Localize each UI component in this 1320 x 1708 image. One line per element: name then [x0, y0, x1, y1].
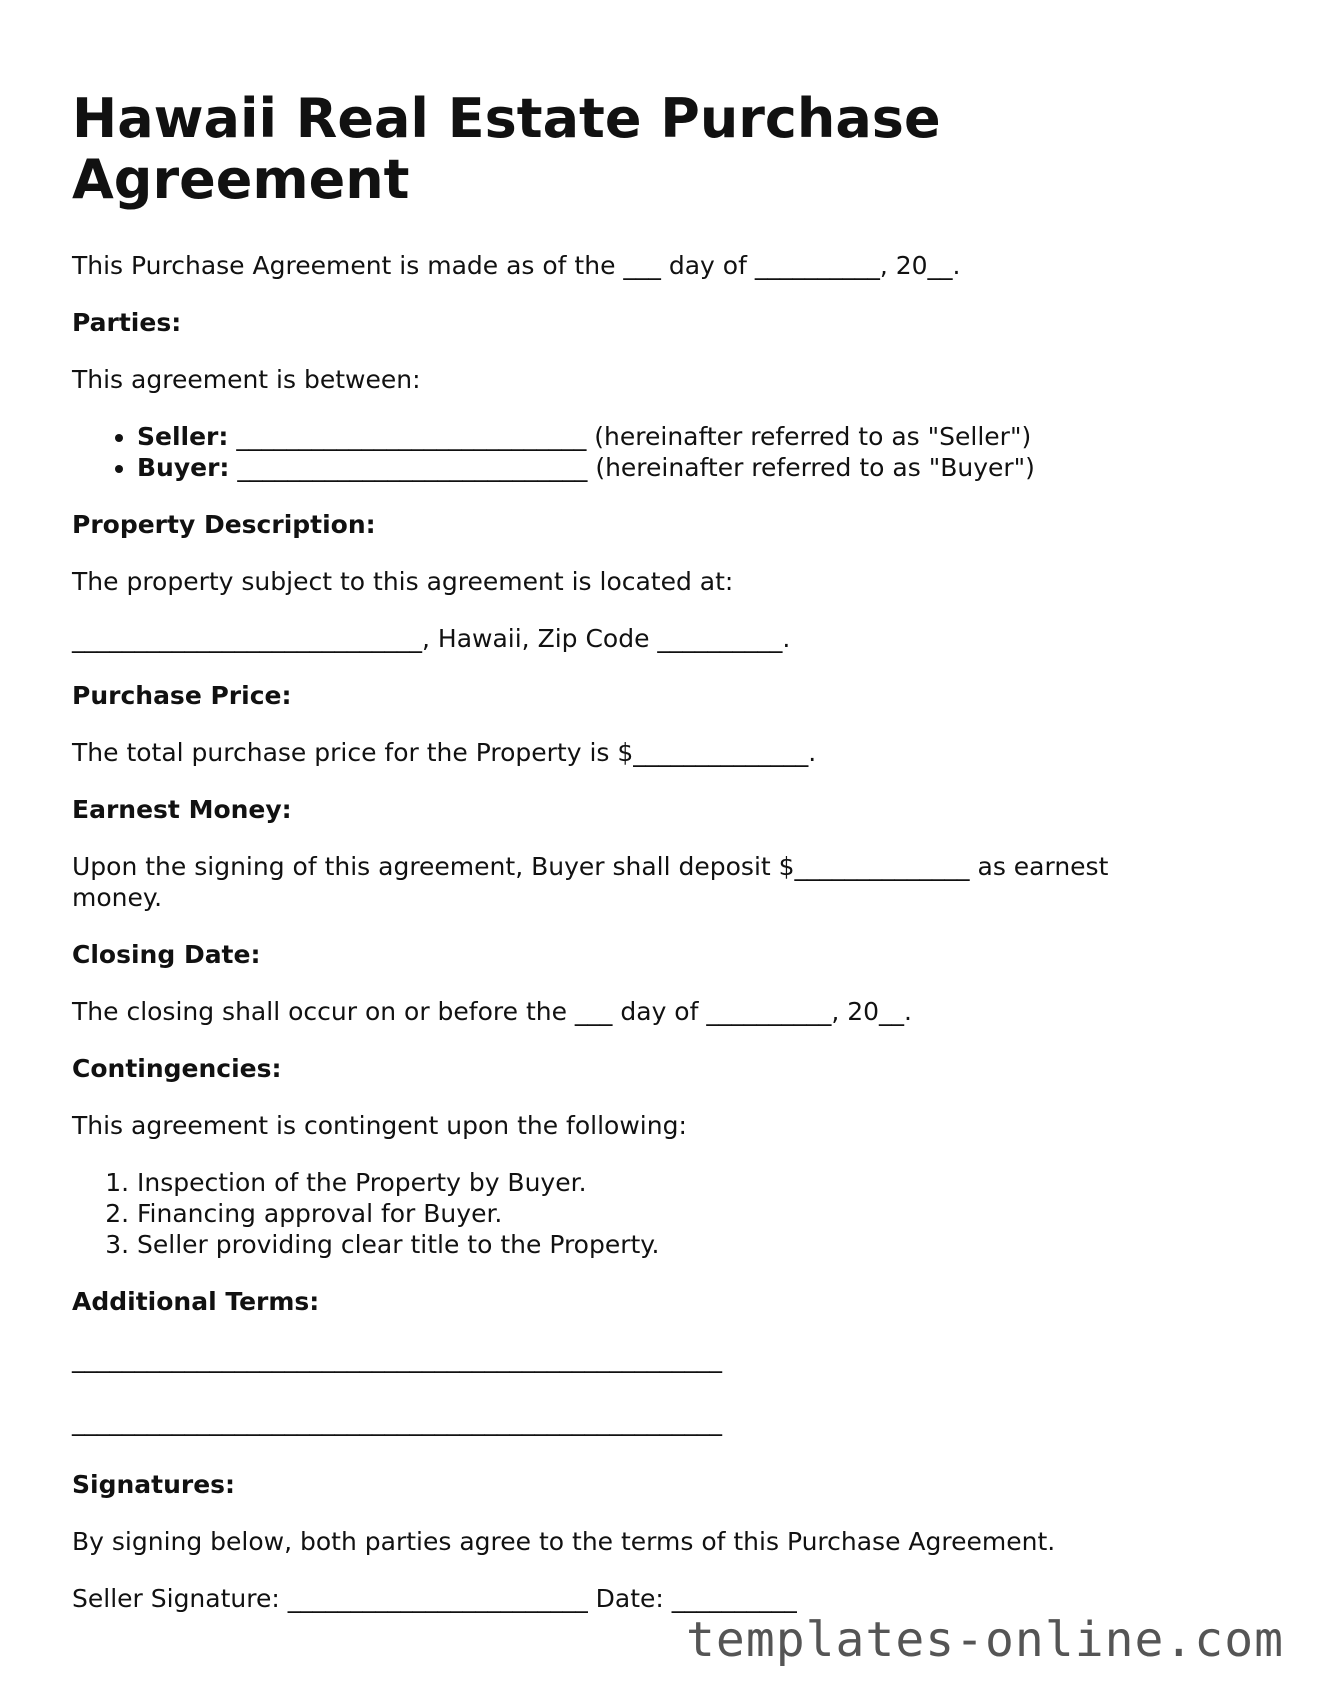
earnest-text: Upon the signing of this agreement, Buyer shall deposit $______________ as earnest money.: [72, 852, 1109, 912]
parties-lead: This agreement is between:: [72, 365, 421, 394]
closing-heading: Closing Date:: [72, 940, 261, 969]
parties-list: [72, 421, 1252, 483]
price-text: The total purchase price for the Property is $______________.: [72, 738, 817, 767]
list-item: 1. Inspection of the Property by Buyer.: [137, 1167, 1252, 1198]
party-text: ____________________________ (hereinafter referred to as "Seller"): [228, 422, 1032, 451]
intro-paragraph: This Purchase Agreement is made as of the ___ day of __________, 20__.: [72, 251, 961, 280]
watermark: templates-online.com: [686, 1612, 1284, 1668]
additional-terms-heading: Additional Terms:: [72, 1287, 320, 1316]
document-title: Hawaii Real Estate Purchase Agreement: [72, 87, 941, 211]
party-text: ____________________________ (hereinafter referred to as "Buyer"): [229, 453, 1035, 482]
seller-signature-line: Seller Signature: ________________________ Date: __________: [72, 1584, 797, 1613]
property-heading: Property Description:: [72, 510, 376, 539]
party-label: Seller:: [137, 422, 229, 451]
parties-heading: Parties:: [72, 308, 182, 337]
additional-terms-line: ____________________________________________________: [72, 1344, 722, 1373]
signatures-lead: By signing below, both parties agree to the terms of this Purchase Agreement.: [72, 1527, 1056, 1556]
signatures-heading: Signatures:: [72, 1470, 236, 1499]
party-item-seller: [137, 421, 1252, 452]
party-label: Buyer:: [137, 453, 230, 482]
contingencies-lead: This agreement is contingent upon the following:: [72, 1111, 687, 1140]
additional-terms-line: ____________________________________________________: [72, 1407, 722, 1436]
property-address-line: ____________________________, Hawaii, Zip Code __________.: [72, 624, 791, 653]
earnest-heading: Earnest Money:: [72, 795, 292, 824]
property-lead: The property subject to this agreement is located at:: [72, 567, 734, 596]
price-heading: Purchase Price:: [72, 681, 292, 710]
document-page: [72, 88, 1252, 1640]
party-item-buyer: [137, 452, 1252, 483]
contingencies-list: [72, 1167, 1252, 1260]
list-item: 2. Financing approval for Buyer.: [137, 1198, 1252, 1229]
closing-text: The closing shall occur on or before the ___ day of __________, 20__.: [72, 997, 913, 1026]
contingencies-heading: Contingencies:: [72, 1054, 282, 1083]
list-item: 3. Seller providing clear title to the Property.: [137, 1229, 1252, 1260]
